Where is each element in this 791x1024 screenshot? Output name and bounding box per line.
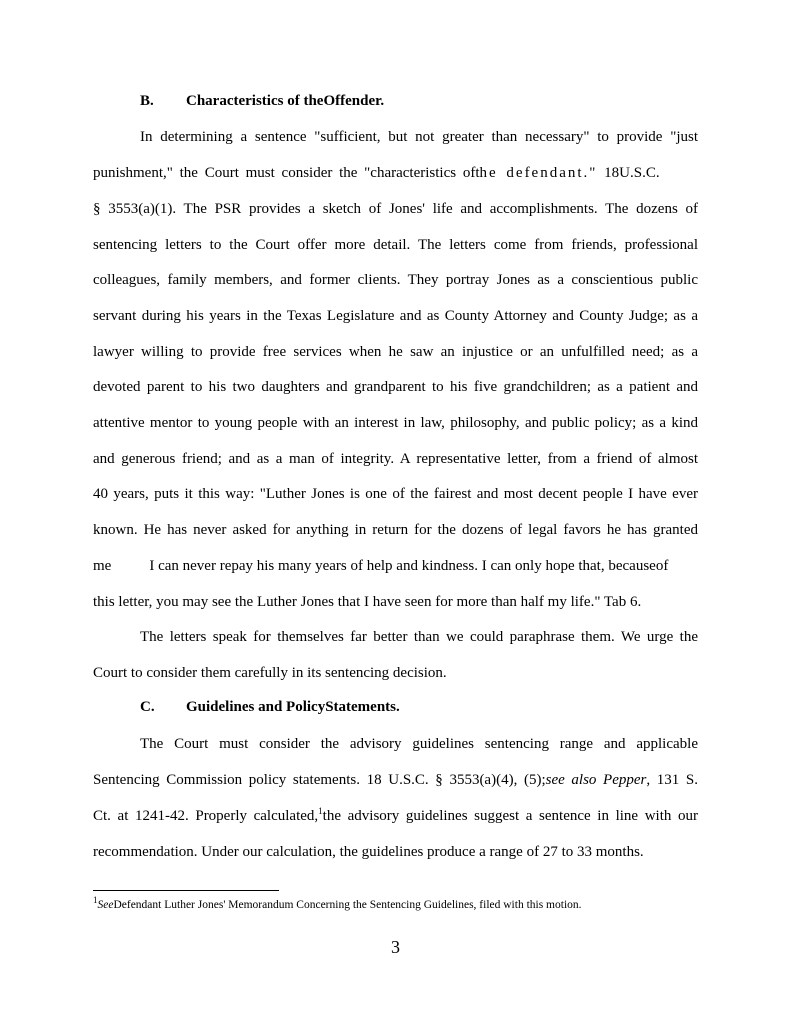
para1-line: sentencing letters to the Court offer more detail. The letters come from friends, professional (93, 237, 698, 253)
para1-line: servant during his years in the Texas Legislature and as County Attorney and County Judge; as a (93, 308, 698, 324)
para3-line: recommendation. Under our calculation, the guidelines produce a range of 27 to 33 months. (93, 844, 644, 860)
footnote (93, 895, 582, 911)
para1-line-part: 18U.S.C. (597, 165, 660, 181)
para3-line-part: , 131 S. (646, 772, 698, 788)
para1-line: devoted parent to his two daughters and grandparent to his five grandchildren; as a patient and (93, 379, 698, 395)
para2-line: The letters speak for themselves far better than we could paraphrase them. We urge the (140, 629, 698, 645)
para1-line-part: he defendant." (479, 165, 598, 181)
section-b-title: Characteristics of theOffender. (186, 93, 385, 109)
footnote-text: Defendant Luther Jones' Memorandum Concerning the Sentencing Guidelines, filed with this motion. (113, 899, 582, 911)
para1-line: colleagues, family members, and former clients. They portray Jones as a conscientious public (93, 272, 698, 288)
case-citation: see also Pepper (545, 772, 647, 788)
para1-line: In determining a sentence "sufficient, but not greater than necessary" to provide "just (140, 129, 698, 145)
para1-line: lawyer willing to provide free services when he saw an injustice or an unfulfilled need; as a (93, 344, 698, 360)
section-b-heading (140, 93, 384, 110)
para1-line (93, 557, 698, 575)
para1-line-part: me (93, 558, 112, 574)
para1-line: § 3553(a)(1). The PSR provides a sketch of Jones' life and accomplishments. The dozens of (93, 201, 698, 217)
para3-line-part: Ct. at 1241-42. Properly calculated, (93, 808, 319, 824)
para3-line: The Court must consider the advisory guidelines sentencing range and applicable (140, 736, 698, 752)
para2-line: Court to consider them carefully in its sentencing decision. (93, 665, 447, 681)
para3-line (93, 771, 698, 789)
para1-line: this letter, you may see the Luther Jones that I have seen for more than half my life." Tab 6. (93, 594, 642, 610)
para1-line: and generous friend; and as a man of integrity. A representative letter, from a friend of almost (93, 451, 698, 467)
section-b-letter: B. (140, 93, 154, 109)
para1-line: known. He has never asked for anything in return for the dozens of legal favors he has granted (93, 522, 698, 538)
para3-line (93, 807, 698, 825)
para1-line-part: punishment," the Court must consider the "characteristics oft (93, 165, 480, 181)
footnote-signal: See (97, 899, 114, 911)
para3-line-part: the advisory guidelines suggest a sentence in line with our (322, 808, 698, 824)
page-number: 3 (391, 937, 400, 957)
para1-line-part: I can never repay his many years of help and kindness. I can only hope that, becauseof (149, 558, 669, 574)
section-c-heading (140, 699, 400, 716)
para3-line-part: Sentencing Commission policy statements. 18 U.S.C. § 3553(a)(4), (5); (93, 772, 546, 788)
para1-line: 40 years, puts it this way: "Luther Jones is one of the fairest and most decent people I have ever (93, 486, 698, 502)
section-c-title: Guidelines and PolicyStatements. (186, 699, 400, 715)
para1-line (93, 164, 698, 182)
footnote-mark: 1 (93, 895, 98, 906)
footnote-reference[interactable]: 1 (318, 806, 323, 816)
footnote-separator (93, 890, 279, 891)
para1-line: attentive mentor to young people with an interest in law, philosophy, and public policy; as a kind (93, 415, 698, 431)
section-c-letter: C. (140, 699, 155, 715)
